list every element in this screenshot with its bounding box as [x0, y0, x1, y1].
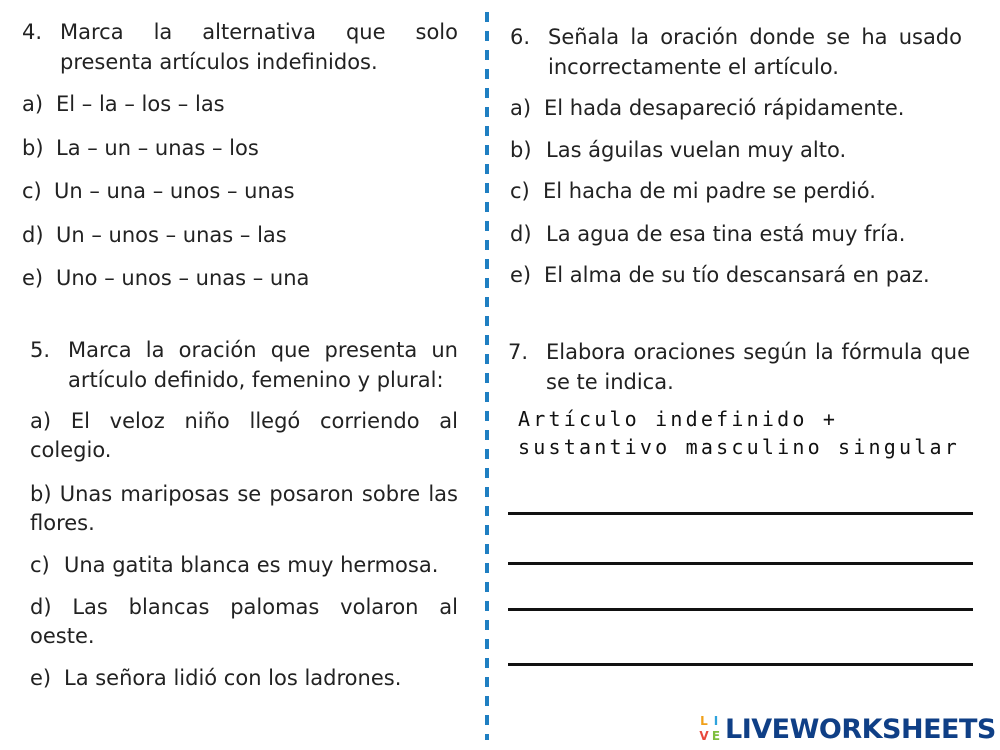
- option-letter: a): [22, 92, 44, 116]
- question-4-number: 4.: [22, 20, 43, 44]
- logo-mark-letter: L: [700, 714, 708, 728]
- logo-text: LIVEWORKSHEETS: [725, 713, 996, 745]
- option-text: Unas mariposas se posaron sobre las flores.: [30, 482, 458, 535]
- logo-mark-letter: I: [713, 714, 719, 728]
- option-letter: b): [22, 136, 44, 160]
- question-4-option-c[interactable]: [22, 177, 295, 206]
- option-text: El hacha de mi padre se perdió.: [543, 179, 876, 203]
- question-7-formula: Artículo indefinido + sustantivo masculino singular: [518, 407, 960, 459]
- question-6-option-e[interactable]: [510, 261, 930, 290]
- question-7: [508, 337, 970, 397]
- column-divider: [485, 12, 489, 740]
- option-text: El veloz niño llegó corriendo al colegio.: [30, 409, 458, 462]
- answer-line-4[interactable]: [508, 663, 973, 666]
- option-letter: d): [22, 223, 44, 247]
- question-5-option-e[interactable]: [30, 664, 401, 693]
- option-text: Un – una – unos – unas: [54, 179, 295, 203]
- question-4: [22, 17, 458, 77]
- question-5-option-c[interactable]: [30, 551, 438, 580]
- question-6: [510, 22, 962, 82]
- option-letter: a): [510, 96, 532, 120]
- question-7-number: 7.: [508, 340, 529, 364]
- answer-line-1[interactable]: [508, 512, 973, 515]
- option-text: La – un – unas – los: [56, 136, 259, 160]
- option-letter: b): [510, 138, 532, 162]
- option-text: Uno – unos – unas – una: [56, 266, 310, 290]
- option-text: La señora lidió con los ladrones.: [64, 666, 402, 690]
- answer-line-3[interactable]: [508, 608, 973, 611]
- option-letter: c): [22, 179, 42, 203]
- question-5-option-a[interactable]: [30, 407, 458, 465]
- option-letter: a): [30, 409, 52, 433]
- option-letter: e): [30, 666, 52, 690]
- option-text: Las águilas vuelan muy alto.: [546, 138, 847, 162]
- question-6-text: Señala la oración donde se ha usado incorrectamente el artículo.: [548, 25, 962, 79]
- option-text: Las blancas palomas volaron al oeste.: [30, 595, 458, 648]
- option-letter: e): [510, 263, 532, 287]
- answer-line-2[interactable]: [508, 562, 973, 565]
- option-text: El – la – los – las: [56, 92, 225, 116]
- logo-mark-letter: E: [711, 729, 721, 743]
- question-6-option-b[interactable]: [510, 136, 846, 165]
- option-text: El alma de su tío descansará en paz.: [544, 263, 930, 287]
- liveworksheets-logo-icon: [698, 714, 722, 744]
- liveworksheets-logo: [698, 712, 996, 746]
- option-letter: c): [510, 179, 530, 203]
- question-4-option-b[interactable]: [22, 134, 259, 163]
- question-4-option-a[interactable]: [22, 90, 225, 119]
- question-4-option-d[interactable]: [22, 221, 287, 250]
- option-text: La agua de esa tina está muy fría.: [546, 222, 906, 246]
- question-6-number: 6.: [510, 25, 531, 49]
- question-5-option-b[interactable]: [30, 480, 458, 538]
- question-5: [30, 335, 458, 395]
- option-letter: c): [30, 553, 50, 577]
- option-text: Una gatita blanca es muy hermosa.: [64, 553, 439, 577]
- question-5-text: Marca la oración que presenta un artículo definido, femenino y plural:: [68, 338, 458, 392]
- question-4-option-e[interactable]: [22, 264, 309, 293]
- question-7-text: Elabora oraciones según la fórmula que se te indica.: [546, 340, 970, 394]
- option-letter: d): [30, 595, 52, 619]
- question-6-option-c[interactable]: [510, 177, 876, 206]
- logo-mark-letter: V: [699, 729, 709, 743]
- question-6-option-a[interactable]: [510, 94, 904, 123]
- question-5-number: 5.: [30, 338, 51, 362]
- option-letter: d): [510, 222, 532, 246]
- option-text: El hada desapareció rápidamente.: [544, 96, 905, 120]
- option-letter: b): [30, 482, 52, 506]
- question-4-text: Marca la alternativa que solo presenta artículos indefinidos.: [60, 20, 458, 74]
- option-letter: e): [22, 266, 44, 290]
- option-text: Un – unos – unas – las: [56, 223, 287, 247]
- question-5-option-d[interactable]: [30, 593, 458, 651]
- question-6-option-d[interactable]: [510, 220, 905, 249]
